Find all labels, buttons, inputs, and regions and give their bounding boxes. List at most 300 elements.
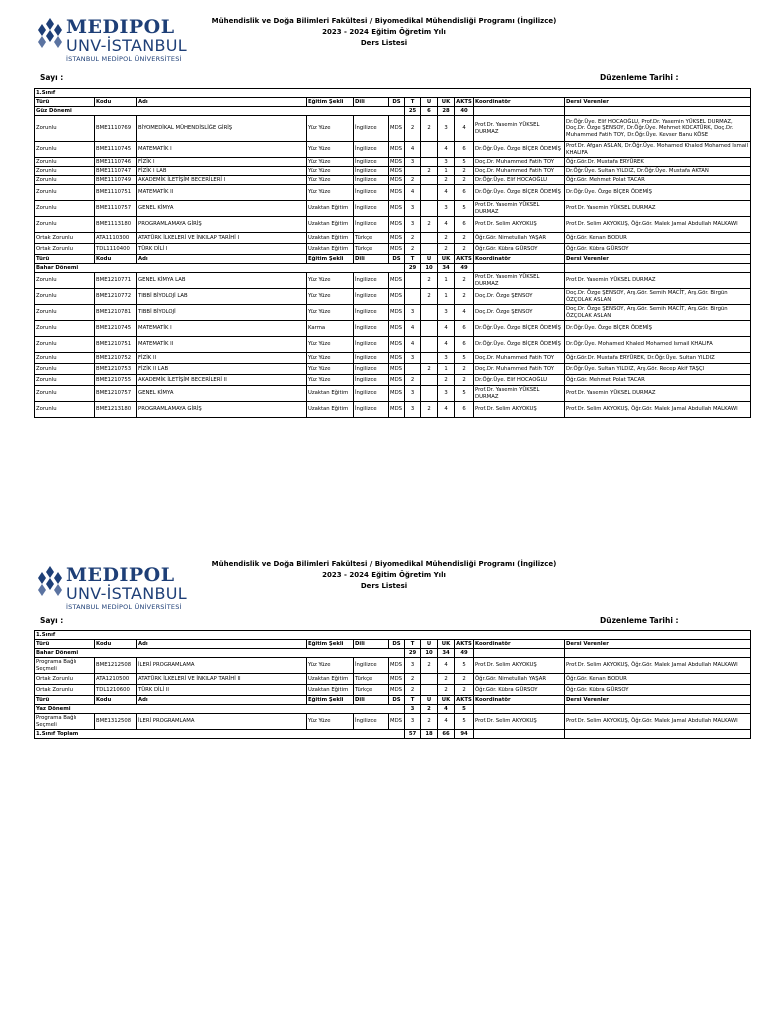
instructors: Öğr.Gör. Kübra GÜRSOY — [565, 685, 751, 696]
column-header: U — [421, 98, 438, 107]
practice-hours — [421, 158, 438, 167]
column-header: UK — [438, 640, 455, 649]
course-type: Ortak Zorunlu — [35, 244, 95, 255]
course-code: BME1110769 — [95, 116, 137, 142]
course-code: BME1210752 — [95, 353, 137, 364]
course-name: MATEMATİK II — [137, 337, 307, 353]
course-name: AKADEMİK İLETİŞİM BECERİLERİ I — [137, 176, 307, 185]
date-label: Düzenleme Tarihi : — [600, 73, 679, 82]
academic-year: 2023 - 2024 Eğitim Öğretim Yılı — [322, 571, 446, 579]
blank-cell — [474, 730, 565, 739]
column-header: Dersi Verenler — [565, 696, 751, 705]
column-header: Eğitim Şekli — [307, 98, 354, 107]
ds-value: MDS — [389, 305, 405, 321]
practice-hours: 2 — [421, 273, 438, 289]
credit: 4 — [438, 337, 455, 353]
instructors: Dr.Öğr.Üye. Özge BİÇER ÖDEMİŞ — [565, 185, 751, 201]
language: Türkçe — [354, 233, 389, 244]
course-name: TÜRK DİLİ II — [137, 685, 307, 696]
language: İngilizce — [354, 273, 389, 289]
theory-hours: 4 — [405, 185, 421, 201]
coordinator: Öğr.Gör. Kübra GÜRSOY — [474, 685, 565, 696]
coordinator: Prof.Dr. Yasemin YÜKSEL DURMAZ — [474, 116, 565, 142]
academic-year: 2023 - 2024 Eğitim Öğretim Yılı — [322, 28, 446, 36]
delivery-mode: Yüz Yüze — [307, 142, 354, 158]
course-code: BME1110749 — [95, 176, 137, 185]
language: İngilizce — [354, 158, 389, 167]
column-header: UK — [438, 255, 455, 264]
coordinator: Doç.Dr. Muhammed Fatih TOY — [474, 167, 565, 176]
language: İngilizce — [354, 337, 389, 353]
practice-hours — [421, 321, 438, 337]
theory-hours — [405, 289, 421, 305]
blank-cell — [565, 705, 751, 714]
practice-hours — [421, 353, 438, 364]
ds-value: MDS — [389, 244, 405, 255]
practice-hours: 2 — [421, 364, 438, 375]
theory-hours: 2 — [405, 244, 421, 255]
coordinator: Dr.Öğr.Üye. Özge BİÇER ÖDEMİŞ — [474, 321, 565, 337]
course-table-page2 — [34, 630, 751, 739]
instructors: Prof.Dr. Selim AKYOKUŞ, Öğr.Gör. Malek Jamal Abdullah MALKAWI — [565, 402, 751, 418]
language: İngilizce — [354, 321, 389, 337]
column-header: Adı — [137, 640, 307, 649]
language: İngilizce — [354, 402, 389, 418]
ects: 2 — [455, 674, 474, 685]
course-name: MATEMATİK I — [137, 142, 307, 158]
ects: 5 — [455, 353, 474, 364]
logo-full: İSTANBUL MEDİPOL ÜNİVERSİTESİ — [66, 603, 182, 611]
semester-total-uk: 34 — [438, 649, 455, 658]
blank-cell — [474, 264, 565, 273]
ds-value: MDS — [389, 116, 405, 142]
theory-hours: 4 — [405, 321, 421, 337]
practice-hours — [421, 375, 438, 386]
ects: 6 — [455, 321, 474, 337]
delivery-mode: Yüz Yüze — [307, 714, 354, 730]
practice-hours — [421, 142, 438, 158]
credit: 3 — [438, 386, 455, 402]
language: İngilizce — [354, 658, 389, 674]
coordinator: Öğr.Gör. Nimetullah YAŞAR — [474, 233, 565, 244]
semester-total-akts: 49 — [455, 264, 474, 273]
course-code: BME1210755 — [95, 375, 137, 386]
column-header: Koordinatör — [474, 255, 565, 264]
delivery-mode: Uzaktan Eğitim — [307, 386, 354, 402]
table-row — [35, 321, 751, 337]
grand-total-akts: 94 — [455, 730, 474, 739]
course-type: Zorunlu — [35, 364, 95, 375]
coordinator: Dr.Öğr.Üye. Özge BİÇER ÖDEMİŞ — [474, 142, 565, 158]
ds-value: MDS — [389, 273, 405, 289]
column-header: UK — [438, 696, 455, 705]
instructors: Prof.Dr. Yasemin YÜKSEL DURMAZ — [565, 273, 751, 289]
coordinator: Prof.Dr. Selim AKYOKUŞ — [474, 714, 565, 730]
course-code: BME1210781 — [95, 305, 137, 321]
blank-cell — [565, 649, 751, 658]
theory-hours: 3 — [405, 658, 421, 674]
semester-total-u: 10 — [421, 264, 438, 273]
delivery-mode: Uzaktan Eğitim — [307, 402, 354, 418]
blank-cell — [565, 107, 751, 116]
column-header: Dersi Verenler — [565, 98, 751, 107]
course-name: BİYOMEDİKAL MÜHENDİSLİĞE GİRİŞ — [137, 116, 307, 142]
semester-total-uk: 4 — [438, 705, 455, 714]
delivery-mode: Yüz Yüze — [307, 167, 354, 176]
grand-total-row — [35, 730, 751, 739]
course-name: FİZİK II — [137, 353, 307, 364]
delivery-mode: Yüz Yüze — [307, 289, 354, 305]
delivery-mode: Yüz Yüze — [307, 375, 354, 386]
column-header: T — [405, 255, 421, 264]
ects: 2 — [455, 167, 474, 176]
theory-hours: 3 — [405, 201, 421, 217]
column-header: DS — [389, 255, 405, 264]
credit: 4 — [438, 142, 455, 158]
practice-hours — [421, 386, 438, 402]
instructors: Prof.Dr. Yasemin YÜKSEL DURMAZ — [565, 201, 751, 217]
instructors: Doç.Dr. Özge ŞENSOY, Arş.Gör. Semih MACİT, Arş.Gör. Birgün ÖZÇOLAK ASLAN — [565, 305, 751, 321]
delivery-mode: Karma — [307, 321, 354, 337]
column-header: Adı — [137, 98, 307, 107]
coordinator: Öğr.Gör. Nimetullah YAŞAR — [474, 674, 565, 685]
instructors: Prof.Dr. Selim AKYOKUŞ, Öğr.Gör. Malek Jamal Abdullah MALKAWI — [565, 714, 751, 730]
date-label: Düzenleme Tarihi : — [600, 616, 679, 625]
ects: 6 — [455, 185, 474, 201]
theory-hours: 2 — [405, 674, 421, 685]
course-name: ATATÜRK İLKELERİ VE İNKILAP TARİHİ I — [137, 233, 307, 244]
coordinator: Prof.Dr. Yasemin YÜKSEL DURMAZ — [474, 201, 565, 217]
language: İngilizce — [354, 217, 389, 233]
table-row — [35, 217, 751, 233]
semester-total-uk: 34 — [438, 264, 455, 273]
instructors: Dr.Öğr.Üye. Sultan YILDIZ, Arş.Gör. Recep Akif TAŞÇI — [565, 364, 751, 375]
credit: 1 — [438, 167, 455, 176]
table-row — [35, 386, 751, 402]
column-header-row — [35, 98, 751, 107]
credit: 3 — [438, 353, 455, 364]
practice-hours — [421, 185, 438, 201]
course-code: BME1113180 — [95, 217, 137, 233]
practice-hours: 2 — [421, 116, 438, 142]
table-row — [35, 185, 751, 201]
theory-hours: 2 — [405, 116, 421, 142]
coordinator: Doç.Dr. Muhammed Fatih TOY — [474, 364, 565, 375]
delivery-mode: Yüz Yüze — [307, 116, 354, 142]
course-type: Zorunlu — [35, 217, 95, 233]
ds-value: MDS — [389, 685, 405, 696]
coordinator: Dr.Öğr.Üye. Elif HOCAOĞLU — [474, 176, 565, 185]
credit: 2 — [438, 176, 455, 185]
table-row — [35, 714, 751, 730]
table-row — [35, 273, 751, 289]
course-name: PROGRAMLAMAYA GİRİŞ — [137, 402, 307, 418]
grand-total-uk: 66 — [438, 730, 455, 739]
sayi-label: Sayı : — [40, 73, 64, 82]
list-title: Ders Listesi — [360, 582, 408, 590]
ects: 5 — [455, 714, 474, 730]
language: İngilizce — [354, 167, 389, 176]
language: Türkçe — [354, 685, 389, 696]
ds-value: MDS — [389, 176, 405, 185]
table-row — [35, 142, 751, 158]
course-type: Zorunlu — [35, 375, 95, 386]
language: İngilizce — [354, 176, 389, 185]
coordinator: Prof.Dr. Selim AKYOKUŞ — [474, 402, 565, 418]
ds-value: MDS — [389, 142, 405, 158]
course-code: TDL1110400 — [95, 244, 137, 255]
course-type: Zorunlu — [35, 289, 95, 305]
course-type: Zorunlu — [35, 353, 95, 364]
column-header: Türü — [35, 255, 95, 264]
practice-hours — [421, 674, 438, 685]
credit: 1 — [438, 289, 455, 305]
theory-hours: 3 — [405, 353, 421, 364]
column-header: Türü — [35, 640, 95, 649]
course-type: Zorunlu — [35, 176, 95, 185]
column-header: Eğitim Şekli — [307, 255, 354, 264]
column-header: AKTS — [456, 696, 472, 703]
course-type: Programa Bağlı Seçmeli — [35, 714, 95, 730]
language: İngilizce — [354, 201, 389, 217]
practice-hours: 2 — [421, 658, 438, 674]
course-table-page1 — [34, 88, 751, 418]
delivery-mode: Uzaktan Eğitim — [307, 244, 354, 255]
column-header-row — [35, 255, 751, 264]
course-name: ATATÜRK İLKELERİ VE İNKILAP TARİHİ II — [137, 674, 307, 685]
coordinator: Prof.Dr. Yasemin YÜKSEL DURMAZ — [474, 386, 565, 402]
semester-name: Bahar Dönemi — [35, 264, 405, 273]
column-header: Kodu — [95, 640, 137, 649]
language: İngilizce — [354, 364, 389, 375]
course-name: GENEL KİMYA LAB — [137, 273, 307, 289]
course-name: İLERİ PROGRAMLAMA — [137, 714, 307, 730]
column-header: Eğitim Şekli — [307, 696, 354, 705]
course-name: FİZİK I — [137, 158, 307, 167]
course-code: ATA1110300 — [95, 233, 137, 244]
class-label: 1.Sınıf — [35, 631, 751, 640]
ds-value: MDS — [389, 714, 405, 730]
semester-name: Bahar Dönemi — [35, 649, 405, 658]
course-type: Zorunlu — [35, 305, 95, 321]
course-code: BME1210772 — [95, 289, 137, 305]
table-row — [35, 289, 751, 305]
ds-value: MDS — [389, 158, 405, 167]
course-name: TIBBİ BİYOLOJİ — [137, 305, 307, 321]
credit: 3 — [438, 305, 455, 321]
ds-value: MDS — [389, 674, 405, 685]
delivery-mode: Uzaktan Eğitim — [307, 217, 354, 233]
table-row — [35, 402, 751, 418]
course-code: BME1210771 — [95, 273, 137, 289]
column-header: AKTS — [456, 98, 472, 105]
instructors: Öğr.Gör. Mehmet Polat TACAR — [565, 176, 751, 185]
document-header — [0, 16, 768, 49]
column-header: Koordinatör — [474, 98, 565, 107]
semester-total-u: 6 — [421, 107, 438, 116]
coordinator: Prof.Dr. Selim AKYOKUŞ — [474, 658, 565, 674]
delivery-mode: Uzaktan Eğitim — [307, 685, 354, 696]
ects: 5 — [455, 201, 474, 217]
ds-value: MDS — [389, 289, 405, 305]
semester-name: Yaz Dönemi — [35, 705, 405, 714]
column-header: Koordinatör — [474, 640, 565, 649]
credit: 4 — [438, 402, 455, 418]
blank-cell — [474, 705, 565, 714]
ects: 2 — [455, 364, 474, 375]
credit: 1 — [438, 273, 455, 289]
course-type: Zorunlu — [35, 337, 95, 353]
column-header: T — [405, 696, 421, 705]
theory-hours: 3 — [405, 714, 421, 730]
column-header: Dili — [354, 640, 389, 649]
semester-total-akts: 49 — [455, 649, 474, 658]
column-header: Kodu — [95, 98, 137, 107]
column-header: Dili — [354, 98, 389, 107]
ects: 2 — [455, 176, 474, 185]
delivery-mode: Uzaktan Eğitim — [307, 674, 354, 685]
blank-cell — [474, 649, 565, 658]
ects: 2 — [455, 244, 474, 255]
column-header: Dili — [354, 696, 389, 705]
column-header: DS — [389, 696, 405, 705]
delivery-mode: Uzaktan Eğitim — [307, 233, 354, 244]
ds-value: MDS — [389, 386, 405, 402]
language: İngilizce — [354, 353, 389, 364]
delivery-mode: Yüz Yüze — [307, 305, 354, 321]
table-row — [35, 337, 751, 353]
column-header: Koordinatör — [474, 696, 565, 705]
course-code: TDL1210600 — [95, 685, 137, 696]
theory-hours: 3 — [405, 386, 421, 402]
semester-total-u: 10 — [421, 649, 438, 658]
ects: 6 — [455, 337, 474, 353]
table-row — [35, 353, 751, 364]
course-type: Zorunlu — [35, 386, 95, 402]
theory-hours — [405, 273, 421, 289]
ds-value: MDS — [389, 364, 405, 375]
column-header: U — [421, 255, 438, 264]
grand-total-u: 18 — [421, 730, 438, 739]
coordinator: Doç.Dr. Özge ŞENSOY — [474, 305, 565, 321]
course-code: BME1110745 — [95, 142, 137, 158]
instructors: Doç.Dr. Özge ŞENSOY, Arş.Gör. Semih MACİT, Arş.Gör. Birgün ÖZÇOLAK ASLAN — [565, 289, 751, 305]
theory-hours: 2 — [405, 375, 421, 386]
instructors: Dr.Öğr.Üye. Elif HOCAOĞLU, Prof.Dr. Yasemin YÜKSEL DURMAZ, Doç.Dr. Özge ŞENSOY, Dr.Öğr.Üye. Mehmet KOCATÜRK, Doç.Dr. Muhammed Fatih TOY, Dr.Öğr.Üye. Kevser Banu KÖSE — [565, 116, 751, 142]
language: İngilizce — [354, 142, 389, 158]
theory-hours: 4 — [405, 142, 421, 158]
course-code: BME1110746 — [95, 158, 137, 167]
delivery-mode: Yüz Yüze — [307, 658, 354, 674]
practice-hours — [421, 337, 438, 353]
list-title: Ders Listesi — [360, 39, 408, 47]
logo-sub: UNV-İSTANBUL — [66, 36, 187, 55]
ds-value: MDS — [389, 321, 405, 337]
course-code: BME1210757 — [95, 386, 137, 402]
theory-hours: 3 — [405, 305, 421, 321]
instructors: Prof.Dr. Selim AKYOKUŞ, Öğr.Gör. Malek Jamal Abdullah MALKAWI — [565, 217, 751, 233]
coordinator: Dr.Öğr.Üye. Özge BİÇER ÖDEMİŞ — [474, 337, 565, 353]
practice-hours: 2 — [421, 167, 438, 176]
column-header: UK — [438, 98, 455, 107]
course-name: MATEMATİK II — [137, 185, 307, 201]
course-name: FİZİK II LAB — [137, 364, 307, 375]
ects: 4 — [455, 305, 474, 321]
table-row — [35, 685, 751, 696]
document-header — [0, 559, 768, 592]
column-header-row — [35, 640, 751, 649]
course-name: İLERİ PROGRAMLAMA — [137, 658, 307, 674]
coordinator: Doç.Dr. Muhammed Fatih TOY — [474, 353, 565, 364]
theory-hours: 2 — [405, 685, 421, 696]
column-header: T — [405, 640, 421, 649]
theory-hours: 3 — [405, 402, 421, 418]
blank-cell — [474, 107, 565, 116]
course-type: Zorunlu — [35, 402, 95, 418]
practice-hours: 2 — [421, 714, 438, 730]
ds-value: MDS — [389, 353, 405, 364]
delivery-mode: Yüz Yüze — [307, 353, 354, 364]
logo-sub: UNV-İSTANBUL — [66, 584, 187, 603]
practice-hours — [421, 305, 438, 321]
ects: 5 — [455, 658, 474, 674]
column-header: Dersi Verenler — [565, 255, 751, 264]
instructors: Öğr.Gör.Dr. Mustafa ERYÜREK, Dr.Öğr.Üye. Sultan YILDIZ — [565, 353, 751, 364]
ects: 2 — [455, 685, 474, 696]
table-row — [35, 658, 751, 674]
ds-value: MDS — [389, 185, 405, 201]
instructors: Prof.Dr. Afgan ASLAN, Dr.Öğr.Üye. Mohamed Khaled Mohamed Ismail KHALIFA — [565, 142, 751, 158]
class-label: 1.Sınıf — [35, 89, 751, 98]
credit: 3 — [438, 116, 455, 142]
theory-hours: 4 — [405, 337, 421, 353]
credit: 2 — [438, 375, 455, 386]
credit: 2 — [438, 233, 455, 244]
course-name: AKADEMİK İLETİŞİM BECERİLERİ II — [137, 375, 307, 386]
instructors: Öğr.Gör.Dr. Mustafa ERYÜREK — [565, 158, 751, 167]
course-name: MATEMATİK I — [137, 321, 307, 337]
instructors: Öğr.Gör. Kübra GÜRSOY — [565, 244, 751, 255]
language: İngilizce — [354, 116, 389, 142]
course-code: BME1212508 — [95, 658, 137, 674]
semester-total-u: 2 — [421, 705, 438, 714]
course-name: PROGRAMLAMAYA GİRİŞ — [137, 217, 307, 233]
ects: 2 — [455, 375, 474, 386]
column-header: AKTS — [456, 640, 472, 647]
ds-value: MDS — [389, 658, 405, 674]
course-name: FİZİK I LAB — [137, 167, 307, 176]
practice-hours — [421, 685, 438, 696]
faculty-title: Mühendislik ve Doğa Bilimleri Fakültesi / Biyomedikal Mühendisliği Programı (İngilizce) — [211, 17, 557, 25]
semester-row — [35, 107, 751, 116]
semester-total-t: 29 — [405, 649, 421, 658]
theory-hours: 3 — [405, 217, 421, 233]
course-code: BME1213180 — [95, 402, 137, 418]
credit: 2 — [438, 674, 455, 685]
ects: 5 — [455, 158, 474, 167]
column-header: T — [405, 98, 421, 107]
practice-hours: 2 — [421, 217, 438, 233]
ects: 2 — [455, 233, 474, 244]
practice-hours — [421, 244, 438, 255]
table-row — [35, 305, 751, 321]
language: İngilizce — [354, 185, 389, 201]
language: Türkçe — [354, 674, 389, 685]
course-type: Zorunlu — [35, 116, 95, 142]
theory-hours — [405, 167, 421, 176]
course-code: BME1210753 — [95, 364, 137, 375]
credit: 4 — [438, 321, 455, 337]
